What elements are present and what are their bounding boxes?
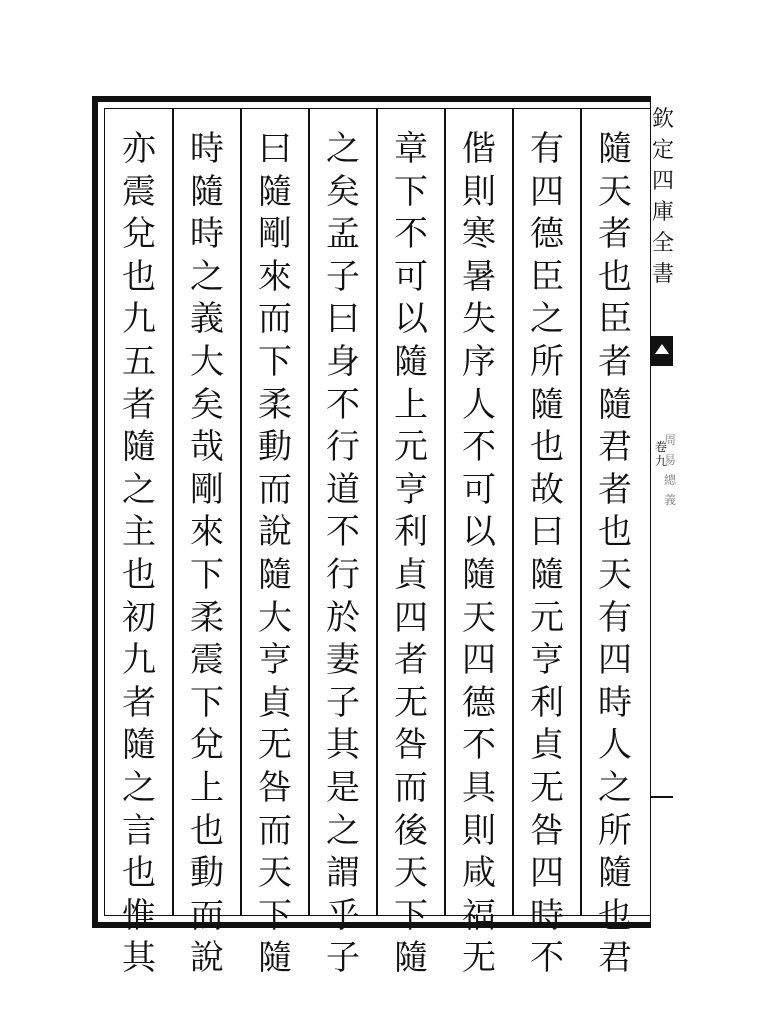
text-column-5 [312,128,374,979]
margin-character: 庫 [652,200,675,225]
column-rule [172,108,174,916]
character: 咎 [394,725,428,766]
character: 福 [462,895,496,936]
character: 而 [258,810,292,851]
character: 而 [258,299,292,340]
column-rule [580,108,582,916]
text-column-7 [176,128,238,979]
margin-character: 四 [652,169,675,194]
character: 說 [190,938,224,979]
character: 柔 [258,384,292,425]
margin-character: 卷 [654,440,667,454]
character: 也 [598,895,632,936]
character: 大 [258,597,292,638]
character: 德 [462,682,496,723]
character: 曰 [326,299,360,340]
character: 孟 [326,214,360,255]
character: 之 [122,469,156,510]
margin-character: 全 [652,231,675,256]
character: 天 [394,853,428,894]
character: 上 [190,767,224,808]
character: 天 [598,171,632,212]
character: 剛 [190,469,224,510]
character: 子 [326,256,360,297]
character: 之 [326,129,360,169]
character: 也 [530,427,564,468]
character: 隨 [394,341,428,382]
character: 五 [122,341,156,382]
text-column-2 [516,128,578,979]
character: 時 [190,129,224,169]
character: 者 [122,384,156,425]
character: 隨 [258,554,292,595]
character: 時 [530,895,564,936]
character: 也 [122,256,156,297]
character: 隨 [598,853,632,894]
character: 則 [462,810,496,851]
character: 之 [326,810,360,851]
character: 者 [598,341,632,382]
character: 貞 [258,682,292,723]
character: 時 [598,682,632,723]
character: 无 [530,767,564,808]
character: 元 [530,597,564,638]
character: 也 [190,810,224,851]
character: 言 [122,810,156,851]
character: 德 [530,214,564,255]
character: 下 [190,554,224,595]
character: 下 [394,895,428,936]
character: 震 [190,640,224,681]
character: 君 [598,427,632,468]
character: 无 [258,725,292,766]
column-rule [444,108,446,916]
character: 不 [462,427,496,468]
character: 哉 [190,427,224,468]
character: 臣 [530,256,564,297]
character: 隨 [598,129,632,169]
character: 四 [394,597,428,638]
character: 咎 [530,810,564,851]
character: 有 [530,129,564,169]
character: 者 [598,469,632,510]
margin-character: 周 [664,433,677,447]
column-rule [240,108,242,916]
character: 寒 [462,214,496,255]
character: 其 [122,938,156,979]
character: 亦 [122,129,156,169]
character: 四 [530,171,564,212]
character: 隨 [258,938,292,979]
character: 而 [394,767,428,808]
column-rule [308,108,310,916]
character: 九 [122,640,156,681]
character: 不 [326,512,360,553]
character: 利 [394,512,428,553]
character: 主 [122,512,156,553]
margin-character: 九 [654,454,667,468]
character: 兌 [190,725,224,766]
text-column-3 [448,128,510,979]
character: 咸 [462,853,496,894]
character: 來 [258,256,292,297]
character: 咎 [258,767,292,808]
column-rule [376,108,378,916]
character: 天 [258,853,292,894]
character: 也 [598,256,632,297]
character: 妻 [326,640,360,681]
character: 利 [530,682,564,723]
character: 上 [394,384,428,425]
character: 也 [122,853,156,894]
character: 義 [190,299,224,340]
character: 章 [394,129,428,169]
character: 兌 [122,214,156,255]
character: 无 [462,938,496,979]
margin-character: 總 [664,473,677,487]
character: 行 [326,427,360,468]
character: 隨 [394,938,428,979]
character: 隨 [122,725,156,766]
character: 曰 [258,129,292,169]
character: 下 [394,171,428,212]
character: 柔 [190,597,224,638]
character: 不 [462,725,496,766]
character: 之 [190,256,224,297]
character: 九 [122,299,156,340]
character: 時 [190,214,224,255]
character: 有 [598,597,632,638]
character: 失 [462,299,496,340]
character: 臣 [598,299,632,340]
character: 人 [598,725,632,766]
character: 行 [326,554,360,595]
character: 者 [394,640,428,681]
text-column-1 [584,128,646,979]
character: 而 [258,469,292,510]
character: 曰 [530,512,564,553]
margin-character: 定 [652,138,675,163]
character: 身 [326,341,360,382]
character: 隨 [258,171,292,212]
character: 說 [258,512,292,553]
character: 子 [326,938,360,979]
character: 乎 [326,895,360,936]
character: 道 [326,469,360,510]
character: 不 [326,384,360,425]
character: 君 [598,938,632,979]
character: 故 [530,469,564,510]
character: 而 [190,895,224,936]
character: 惟 [122,895,156,936]
character: 所 [598,810,632,851]
character: 序 [462,341,496,382]
character: 動 [190,853,224,894]
fish-tail-mark [651,336,673,366]
character: 者 [122,682,156,723]
character: 四 [530,853,564,894]
character: 以 [394,299,428,340]
character: 隨 [598,384,632,425]
character: 所 [530,341,564,382]
character: 可 [462,469,496,510]
collection-title [652,104,674,290]
character: 四 [598,640,632,681]
character: 初 [122,597,156,638]
character: 之 [122,767,156,808]
character: 偕 [462,129,496,169]
character: 可 [394,256,428,297]
character: 矣 [190,384,224,425]
character: 之 [598,767,632,808]
character: 之 [530,299,564,340]
character: 人 [462,384,496,425]
character: 下 [190,682,224,723]
character: 隨 [530,384,564,425]
character: 无 [394,682,428,723]
character: 隨 [190,171,224,212]
character: 貞 [530,725,564,766]
character: 亨 [258,640,292,681]
margin-character: 欽 [652,107,675,132]
character: 四 [462,640,496,681]
character: 下 [258,895,292,936]
character: 不 [530,938,564,979]
character: 則 [462,171,496,212]
character: 貞 [394,554,428,595]
character: 震 [122,171,156,212]
character: 天 [598,554,632,595]
character: 也 [598,512,632,553]
character: 具 [462,767,496,808]
banxin-rule [651,796,673,798]
text-column-8 [108,128,170,979]
character: 不 [394,214,428,255]
text-column-6 [244,128,306,979]
character: 剛 [258,214,292,255]
character: 矣 [326,171,360,212]
margin-character: 書 [652,262,675,287]
character: 子 [326,682,360,723]
character: 元 [394,427,428,468]
character: 也 [122,554,156,595]
margin-character: 義 [664,493,677,507]
character: 以 [462,512,496,553]
character: 隨 [462,554,496,595]
character: 下 [258,341,292,382]
character: 隨 [122,427,156,468]
character: 暑 [462,256,496,297]
book-title-faint [664,430,676,510]
character: 大 [190,341,224,382]
character: 隨 [530,554,564,595]
column-rule [512,108,514,916]
character: 動 [258,427,292,468]
character: 謂 [326,853,360,894]
character: 亨 [530,640,564,681]
character: 亨 [394,469,428,510]
character: 後 [394,810,428,851]
character: 者 [598,214,632,255]
character: 來 [190,512,224,553]
margin-character: 易 [664,453,677,467]
character: 其 [326,725,360,766]
character: 天 [462,597,496,638]
character: 於 [326,597,360,638]
text-column-4 [380,128,442,979]
character: 是 [326,767,360,808]
